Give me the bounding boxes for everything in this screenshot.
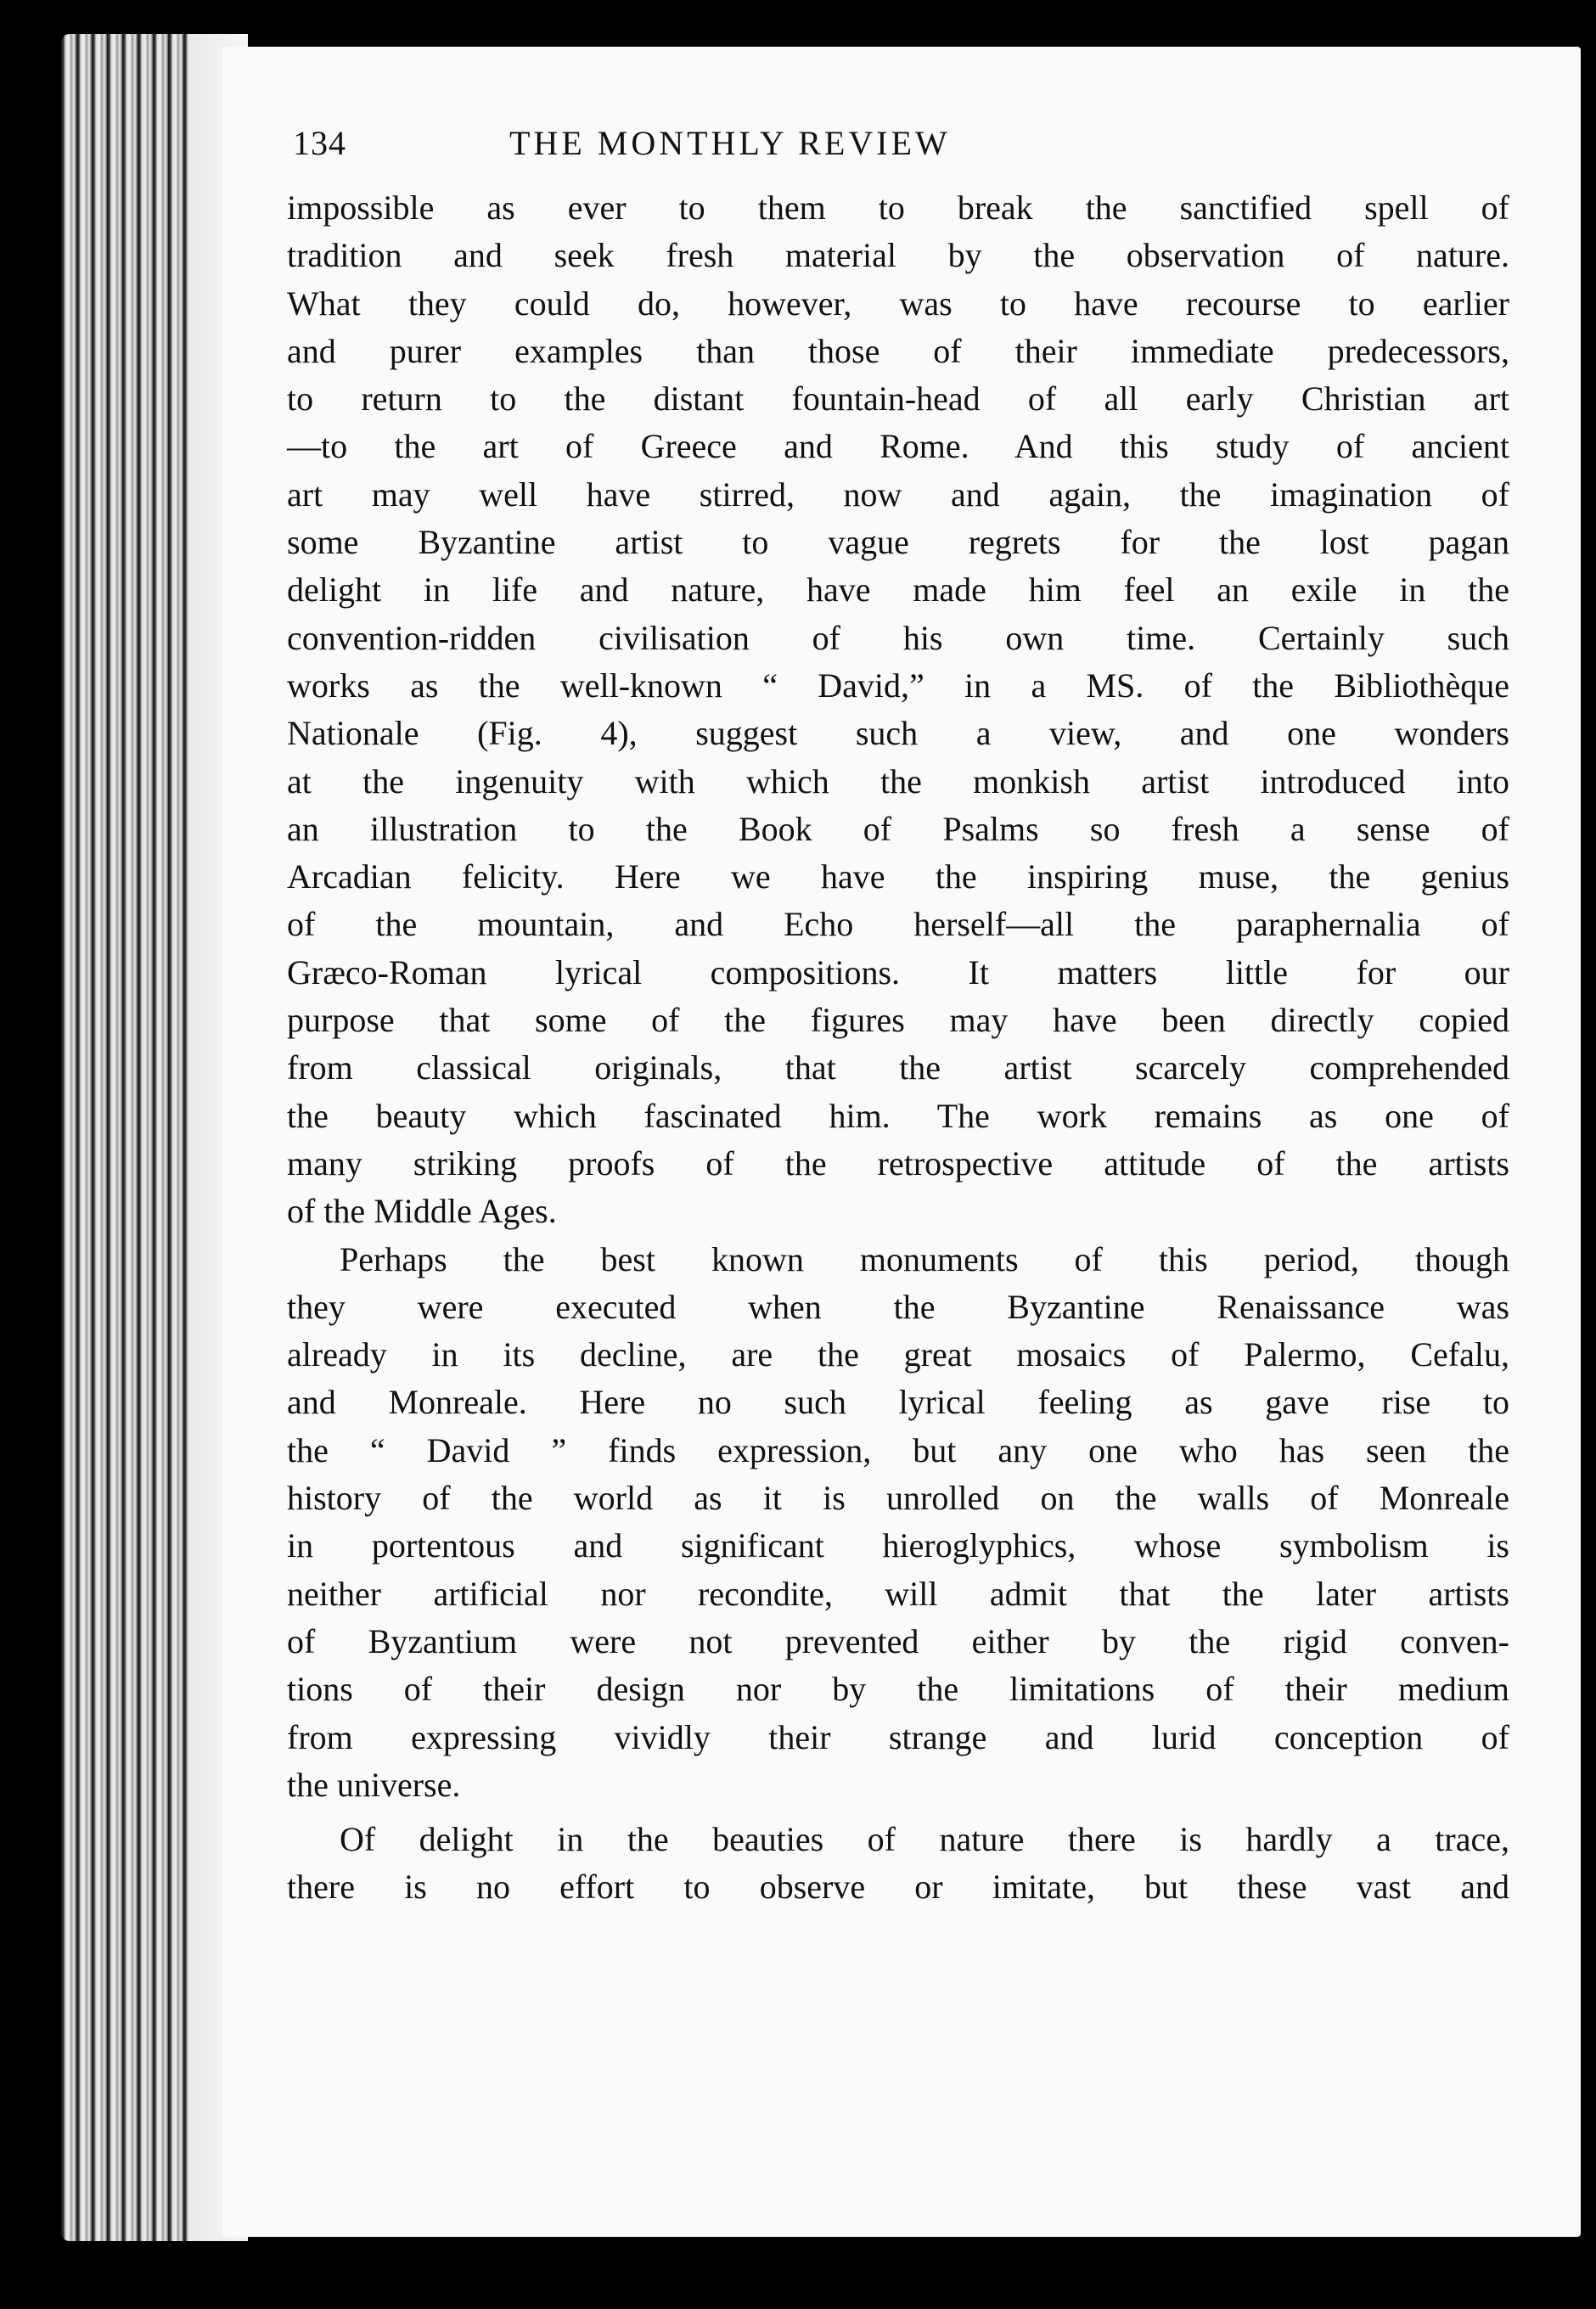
text-line: works as the well-known “ David,” in a MS. of the Bibliothèque	[287, 666, 1509, 705]
text-line: the “ David ” finds expression, but any one who has seen the	[287, 1430, 1509, 1469]
body-text	[287, 184, 1509, 1912]
text-line: to return to the distant fountain-head of all early Christian art	[287, 379, 1509, 419]
text-line: art may well have stirred, now and again, the imagination of	[287, 475, 1509, 514]
text-line: many striking proofs of the retrospective attitude of the artists	[287, 1143, 1509, 1183]
text-line: tradition and seek fresh material by the observation of nature.	[287, 236, 1509, 275]
page-edges	[61, 34, 248, 2241]
text-line: at the ingenuity with which the monkish artist introduced into	[287, 761, 1509, 801]
text-line: an illustration to the Book of Psalms so fresh a sense of	[287, 809, 1509, 848]
text-line: tions of their design nor by the limitations of their medium	[287, 1670, 1509, 1709]
text-line: and purer examples than those of their immediate predecessors,	[287, 331, 1509, 370]
text-line: delight in life and nature, have made him feel an exile in the	[287, 570, 1509, 610]
text-line: of Byzantium were not prevented either by the rigid conven-	[287, 1621, 1509, 1660]
text-line: Arcadian felicity. Here we have the inspiring muse, the genius	[287, 857, 1509, 896]
text-line: history of the world as it is unrolled on the walls of Monreale	[287, 1479, 1509, 1518]
text-line: of the mountain, and Echo herself—all the paraphernalia of	[287, 905, 1509, 944]
text-line: the beauty which fascinated him. The work remains as one of	[287, 1096, 1509, 1135]
running-title: THE MONTHLY REVIEW	[509, 124, 951, 162]
paragraph-first-line: Of delight in the beauties of nature there is hardly a trace,	[340, 1820, 1509, 1859]
text-line: from expressing vividly their strange and lurid conception of	[287, 1717, 1509, 1756]
text-line: neither artificial nor recondite, will admit that the later artists	[287, 1574, 1509, 1613]
text-line: of the Middle Ages.	[287, 1192, 557, 1231]
text-line: they were executed when the Byzantine Renaissance was	[287, 1287, 1509, 1326]
text-line: the universe.	[287, 1765, 461, 1804]
text-line: from classical originals, that the artist scarcely comprehended	[287, 1048, 1509, 1087]
text-line: —to the art of Greece and Rome. And this study of ancient	[287, 427, 1509, 466]
text-line: already in its decline, are the great mosaics of Palermo, Cefalu,	[287, 1335, 1509, 1374]
text-line: What they could do, however, was to have recourse to earlier	[287, 284, 1509, 323]
text-line: in portentous and significant hieroglyphics, whose symbolism is	[287, 1526, 1509, 1565]
text-line: impossible as ever to them to break the sanctified spell of	[287, 188, 1509, 227]
text-line: purpose that some of the figures may have been directly copied	[287, 1001, 1509, 1040]
text-line: some Byzantine artist to vague regrets for the lost pagan	[287, 523, 1509, 562]
text-line: there is no effort to observe or imitate, but these vast and	[287, 1868, 1509, 1907]
page-number: 134	[293, 124, 346, 162]
text-line: convention-ridden civilisation of his own time. Certainly such	[287, 618, 1509, 657]
running-head	[293, 123, 1312, 183]
paragraph-gap	[287, 1809, 1509, 1816]
text-line: and Monreale. Here no such lyrical feeling as gave rise to	[287, 1383, 1509, 1422]
paragraph-first-line: Perhaps the best known monuments of this period, though	[340, 1239, 1509, 1278]
text-line: Nationale (Fig. 4), suggest such a view, and one wonders	[287, 714, 1509, 753]
text-line: Græco-Roman lyrical compositions. It matters little for our	[287, 952, 1509, 992]
